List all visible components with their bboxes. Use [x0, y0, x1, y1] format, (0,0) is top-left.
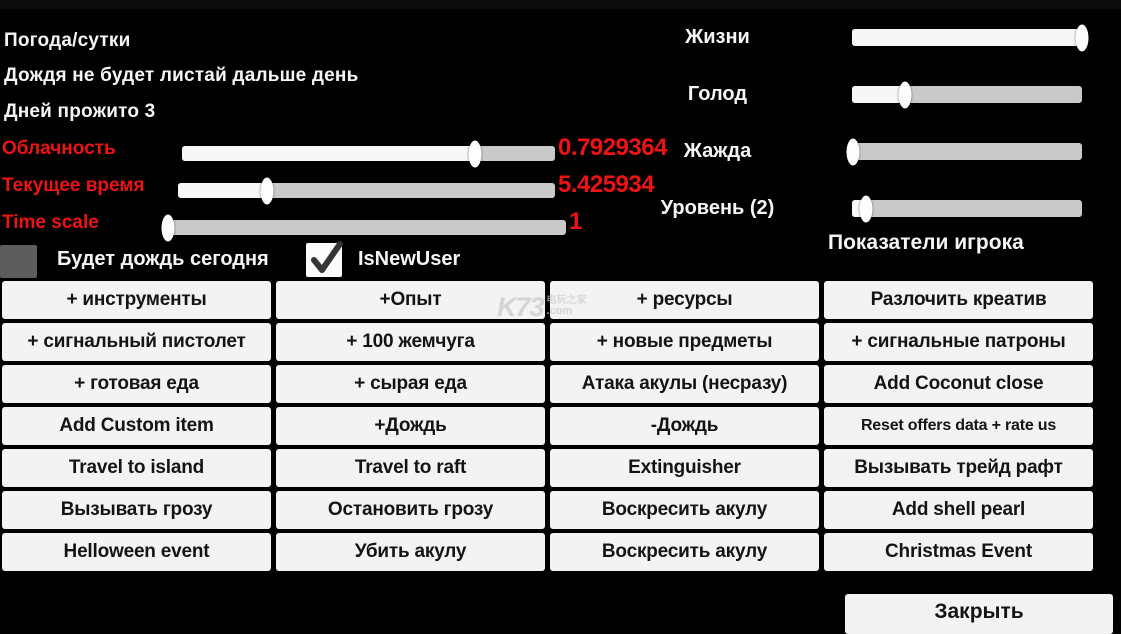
player-slider-row	[0, 138, 1121, 174]
watermark-subtext: 电玩之家	[546, 295, 587, 306]
watermark-logo: K73	[497, 292, 544, 322]
grid-button-7[interactable]: + сигнальные патроны	[824, 323, 1093, 361]
grid-button-2[interactable]: + ресурсы	[550, 281, 819, 319]
weather-slider-value: 0.7929364	[558, 134, 667, 161]
player-slider-label: Уровень (2)	[660, 197, 775, 219]
grid-button-20[interactable]: Вызывать грозу	[2, 491, 271, 529]
player-slider-handle[interactable]	[859, 195, 872, 222]
grid-button-19[interactable]: Вызывать трейд рафт	[824, 449, 1093, 487]
grid-button-9[interactable]: + сырая еда	[276, 365, 545, 403]
player-stats-title: Показатели игрока	[828, 231, 1024, 254]
player-slider[interactable]	[852, 143, 1082, 160]
close-button[interactable]: Закрыть	[845, 594, 1113, 634]
player-slider-row	[0, 81, 1121, 117]
grid-button-24[interactable]: Helloween event	[2, 533, 271, 571]
grid-button-21[interactable]: Остановить грозу	[276, 491, 545, 529]
player-slider-fill	[852, 29, 1082, 46]
grid-button-5[interactable]: + 100 жемчуга	[276, 323, 545, 361]
weather-title: Погода/сутки	[4, 30, 131, 51]
player-slider-fill	[852, 86, 905, 103]
weather-slider-label: Time scale	[2, 212, 99, 233]
grid-button-14[interactable]: -Дождь	[550, 407, 819, 445]
weather-slider-value: 1	[569, 208, 582, 235]
grid-button-0[interactable]: + инструменты	[2, 281, 271, 319]
grid-button-16[interactable]: Travel to island	[2, 449, 271, 487]
player-slider-handle[interactable]	[847, 138, 860, 165]
grid-button-13[interactable]: +Дождь	[276, 407, 545, 445]
grid-button-12[interactable]: Add Custom item	[2, 407, 271, 445]
is-new-user-checkbox[interactable]	[306, 243, 342, 277]
grid-button-1[interactable]: +Опыт	[276, 281, 545, 319]
weather-slider-label: Текущее время	[2, 175, 145, 196]
rain-today-checkbox[interactable]	[0, 245, 37, 278]
player-slider-row	[0, 195, 1121, 231]
player-slider[interactable]	[852, 86, 1082, 103]
player-slider-handle[interactable]	[898, 81, 911, 108]
grid-button-27[interactable]: Christmas Event	[824, 533, 1093, 571]
grid-button-10[interactable]: Атака акулы (несразу)	[550, 365, 819, 403]
player-slider[interactable]	[852, 200, 1082, 217]
player-slider-label: Голод	[687, 83, 748, 105]
grid-button-15[interactable]: Reset offers data + rate us	[824, 407, 1093, 445]
player-slider[interactable]	[852, 29, 1082, 46]
top-strip	[0, 0, 1121, 9]
grid-button-18[interactable]: Extinguisher	[550, 449, 819, 487]
grid-button-8[interactable]: + готовая еда	[2, 365, 271, 403]
grid-button-6[interactable]: + новые предметы	[550, 323, 819, 361]
player-slider-handle[interactable]	[1076, 24, 1089, 51]
grid-button-26[interactable]: Воскресить акулу	[550, 533, 819, 571]
is-new-user-label: IsNewUser	[358, 248, 461, 270]
weather-slider-label: Облачность	[2, 138, 116, 159]
player-slider-row	[0, 24, 1121, 60]
grid-button-23[interactable]: Add shell pearl	[824, 491, 1093, 529]
grid-button-3[interactable]: Разлочить креатив	[824, 281, 1093, 319]
grid-button-11[interactable]: Add Coconut close	[824, 365, 1093, 403]
rain-today-label: Будет дождь сегодня	[57, 248, 269, 270]
weather-slider-value: 5.425934	[558, 171, 655, 198]
checkbox-row	[0, 242, 1121, 278]
cheat-button-grid	[2, 281, 1093, 571]
grid-button-4[interactable]: + сигнальный пистолет	[2, 323, 271, 361]
player-slider-label: Жизни	[685, 26, 750, 48]
grid-button-22[interactable]: Воскресить акулу	[550, 491, 819, 529]
grid-button-25[interactable]: Убить акулу	[276, 533, 545, 571]
grid-button-17[interactable]: Travel to raft	[276, 449, 545, 487]
watermark-domain: .com	[546, 305, 573, 317]
weather-forecast-line: Дождя не будет листай дальше день	[4, 65, 359, 86]
player-slider-label: Жажда	[683, 140, 752, 162]
days-survived-line: Дней прожито 3	[4, 101, 156, 122]
checkmark-icon	[307, 234, 347, 278]
